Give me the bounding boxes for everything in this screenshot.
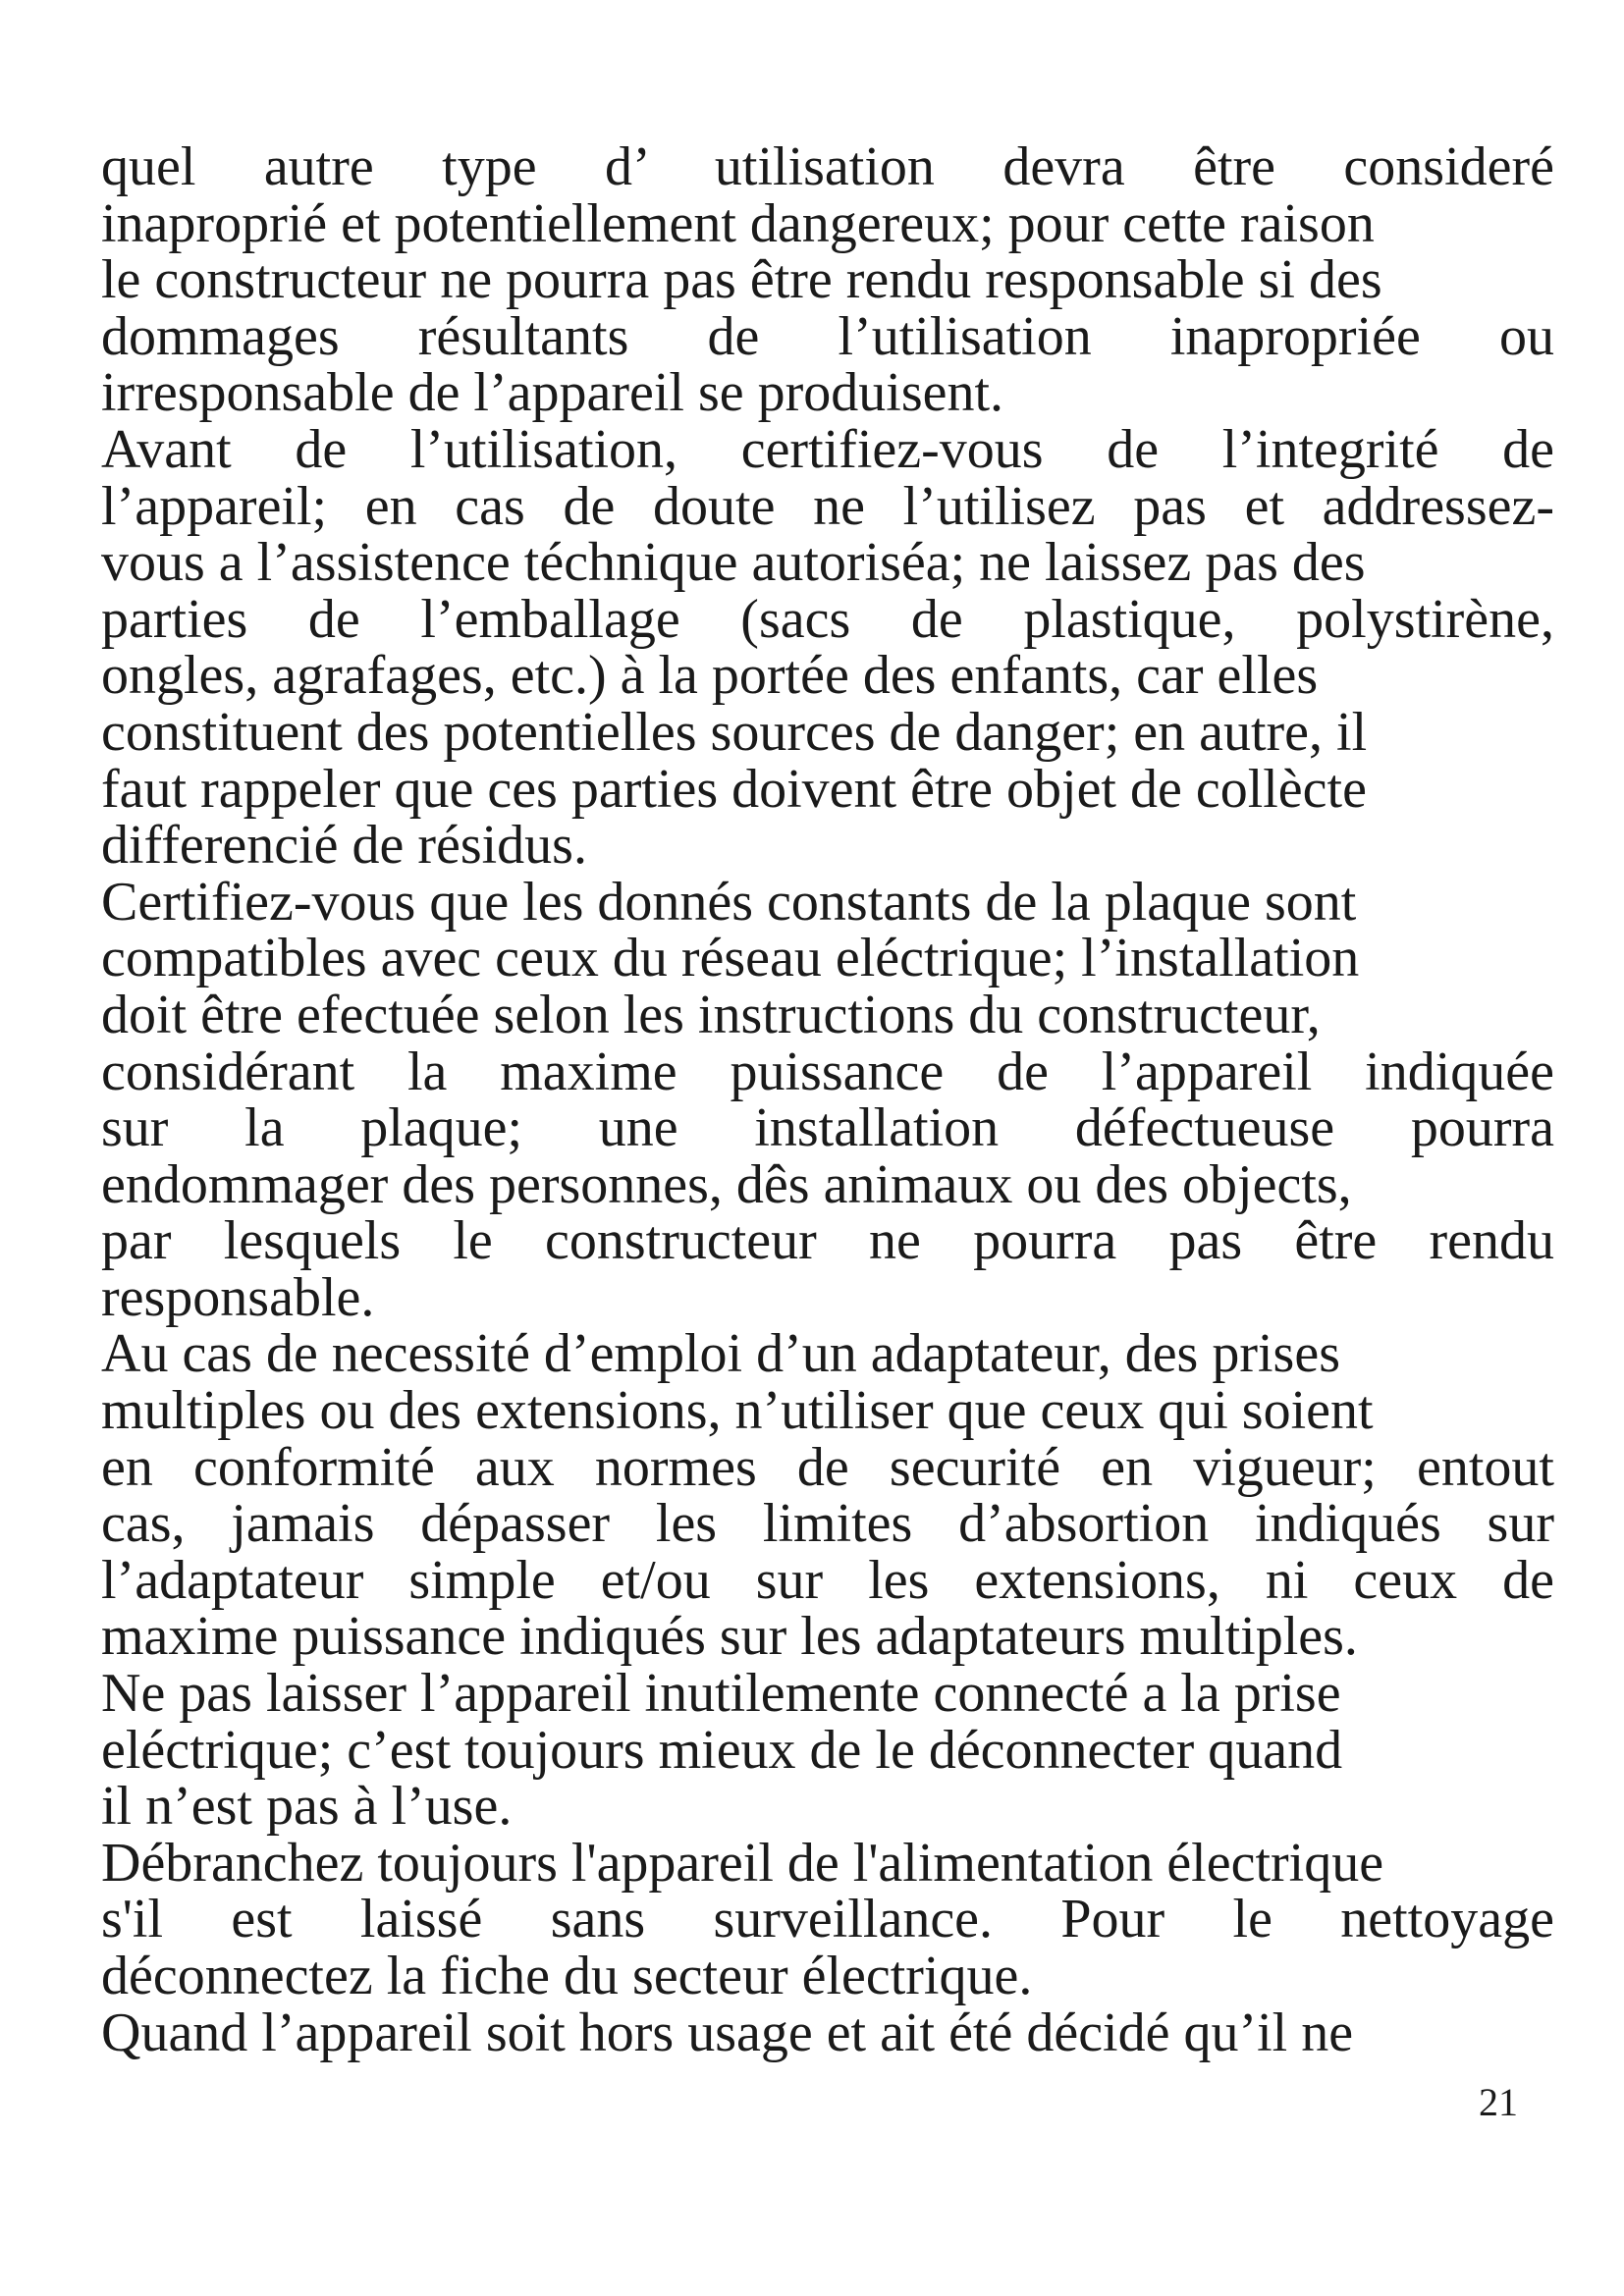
text-line: parties de l’emballage (sacs de plastique, polystirène, [101, 588, 1554, 650]
text-line: le constructeur ne pourra pas être rendu responsable si des [101, 249, 1382, 311]
text-line: vous a l’assistence téchnique autoriséa; ne laissez pas des [101, 532, 1366, 594]
text-line: inaproprié et potentiellement dangereux; pour cette raison [101, 192, 1375, 254]
text-line: considérant la maxime puissance de l’appareil indiquée [101, 1041, 1554, 1102]
text-line: doit être efectuée selon les instructions du constructeur, [101, 984, 1321, 1045]
text-line: s'il est laissé sans surveillance. Pour le nettoyage [101, 1889, 1554, 1950]
text-line: Au cas de necessité d’emploi d’un adaptateur, des prises [101, 1323, 1340, 1385]
text-line: cas, jamais dépasser les limites d’absortion indiqués sur [101, 1493, 1554, 1555]
text-line: ongles, agrafages, etc.) à la portée des enfants, car elles [101, 645, 1319, 707]
text-line: quel autre type d’ utilisation devra être consideré [101, 136, 1554, 197]
text-line: constituent des potentielles sources de danger; en autre, il [101, 701, 1368, 763]
text-line: Quand l’appareil soit hors usage et ait été décidé qu’il ne [101, 2002, 1354, 2063]
text-line: déconnectez la fiche du secteur électrique. [101, 1946, 1033, 2006]
text-line: irresponsable de l’appareil se produisent. [101, 362, 1004, 424]
text-line: differencié de résidus. [101, 815, 587, 877]
text-line: il n’est pas à l’use. [101, 1776, 513, 1838]
text-line: Certifiez-vous que les donnés constants de la plaque sont [101, 871, 1357, 933]
page-number: 21 [1479, 2080, 1518, 2124]
text-line: Débranchez toujours l'appareil de l'alimentation électrique [101, 1832, 1384, 1894]
text-line: sur la plaque; une installation défectueuse pourra [101, 1097, 1554, 1159]
text-line: multiples ou des extensions, n’utiliser que ceux qui soient [101, 1380, 1374, 1442]
text-line: compatibles avec ceux du réseau eléctrique; l’installation [101, 928, 1360, 989]
body-text [101, 136, 1554, 2063]
text-line: maxime puissance indiqués sur les adaptateurs multiples. [101, 1606, 1358, 1668]
text-line: Ne pas laisser l’appareil inutilemente connecté a la prise [101, 1663, 1341, 1725]
text-line: eléctrique; c’est toujours mieux de le déconnecter quand [101, 1719, 1343, 1781]
text-line: dommages résultants de l’utilisation inapropriée ou [101, 305, 1554, 367]
text-line: l’appareil; en cas de doute ne l’utilisez pas et addressez- [101, 475, 1554, 537]
text-line: par lesquels le constructeur ne pourra pas être rendu [101, 1210, 1554, 1272]
text-line: endommager des personnes, dês animaux ou des objects, [101, 1153, 1352, 1215]
text-line: Avant de l’utilisation, certifiez-vous de l’integrité de [101, 418, 1554, 480]
text-line: l’adaptateur simple et/ou sur les extensions, ni ceux de [101, 1549, 1554, 1611]
text-line: en conformité aux normes de securité en vigueur; entout [101, 1436, 1554, 1498]
text-line: faut rappeler que ces parties doivent être objet de collècte [101, 758, 1367, 820]
text-line: responsable. [101, 1266, 375, 1328]
